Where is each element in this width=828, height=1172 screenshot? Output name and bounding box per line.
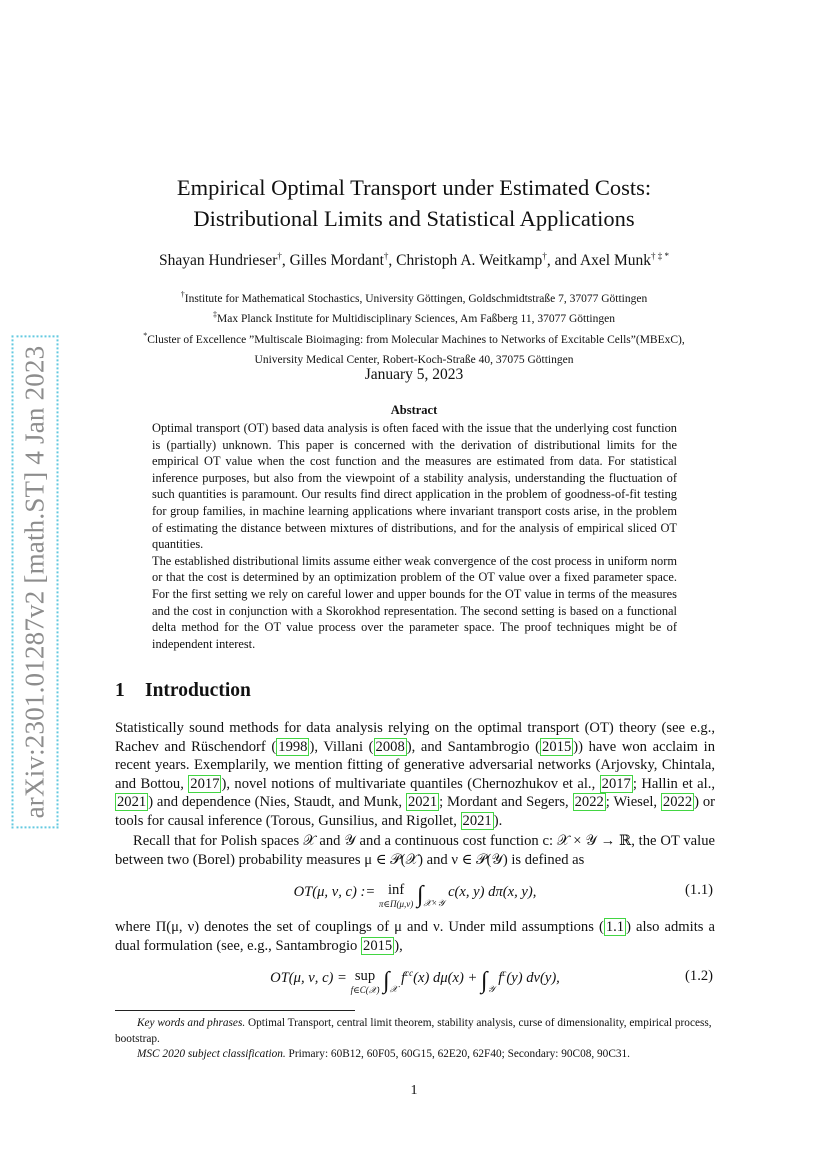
section-heading xyxy=(115,680,251,702)
citation-link[interactable]: 2022 xyxy=(574,794,604,811)
paper-date: January 5, 2023 xyxy=(364,366,464,383)
author-name: Shayan Hundrieser xyxy=(159,252,278,270)
affiliation-line: ‡Max Planck Institute for Multidisciplinary Sciences, Am Faßberg 11, 37077 Göttingen xyxy=(213,310,615,326)
citation-link[interactable]: 2017 xyxy=(190,775,220,792)
abstract-heading: Abstract xyxy=(390,403,438,417)
citation-link[interactable]: 2021 xyxy=(462,812,492,829)
citation-link[interactable]: 1998 xyxy=(278,738,308,755)
eq-lhs: OT(μ, ν, c) := xyxy=(293,884,376,900)
citation-link[interactable]: 2017 xyxy=(601,775,631,792)
equation-ref-link[interactable]: 1.1 xyxy=(605,919,625,935)
abstract-body xyxy=(152,420,677,652)
intro-paragraph-2: Recall that for Polish spaces 𝒳 and 𝒴 and a continuous cost function c: 𝒳 × 𝒴 → ℝ, the OT value between two (Borel) probability measures μ ∈ 𝒫(𝒳) and ν ∈ 𝒫(𝒴) is defined as xyxy=(115,833,715,868)
author-name: , Christoph A. Weitkamp xyxy=(388,252,543,270)
affiliation-line: University Medical Center, Robert-Koch-Straße 40, 37075 Göttingen xyxy=(254,353,574,366)
abstract-paragraph: The established distributional limits assume either weak convergence of the cost process in uniform norm or that the cost is determined by an optimization problem of the OT value over a fixed parameter space. For the first setting we rely on careful lower and upper bounds for the OT value in terms of the measures and the cost in conjunction with a Skorokhod representation. The second setting is based on a functional delta method for the OT value process over the parameter space. The proof techniques might be of independent interest. xyxy=(152,553,677,651)
intro-paragraph-3: where Π(μ, ν) denotes the set of couplings of μ and ν. Under mild assumptions ( 1.1 ) also admits a dual formulation (see, e.g., Santambrogio 2015 ), xyxy=(115,919,715,954)
citation-link[interactable]: 2015 xyxy=(542,738,572,755)
section-number: 1 xyxy=(115,680,125,701)
footnote-msc: MSC 2020 subject classification. Primary: 60B12, 60F05, 60G15, 62E20, 62F40; Secondary: 90C08, 90C31. xyxy=(137,1048,630,1060)
citation-link[interactable]: 2022 xyxy=(662,794,693,811)
equation-number: (1.2) xyxy=(685,968,713,984)
eq-rhs: c(x, y) dπ(x, y), xyxy=(448,884,537,900)
eq-lhs: OT(μ, ν, c) = xyxy=(270,970,347,986)
affiliation-line: *Cluster of Excellence ”Multiscale Bioimaging: from Molecular Machines to Networks of Excitable Cells”(MBExC), xyxy=(143,330,685,346)
author-mark: † xyxy=(542,251,547,261)
affiliation-line: †Institute for Mathematical Stochastics, University Göttingen, Goldschmidtstraße 7, 37077 Göttingen xyxy=(180,290,648,305)
arxiv-id[interactable]: arXiv:2301.01287v2 [math.ST] 4 Jan 2023 xyxy=(12,336,59,829)
author-list xyxy=(0,251,828,270)
author-name: , Gilles Mordant xyxy=(281,252,384,270)
page-number: 1 xyxy=(410,1083,418,1098)
author-mark: † xyxy=(383,251,389,261)
author-mark: † ‡ * xyxy=(651,251,669,261)
section-title: Introduction xyxy=(145,680,251,701)
integral-sign: ∫ xyxy=(383,968,390,994)
equation-1-1: OT(μ, ν, c) := inf π∈Π(μ,ν) $\int_{𝒳\times 𝒴}$ c(x, y) dπ(x, y), (1.1) xyxy=(293,882,713,909)
integral-sign: ∫ xyxy=(481,968,488,994)
integral-sign: ∫ xyxy=(416,882,424,908)
abstract-paragraph: Optimal transport (OT) based data analysis is often faced with the issue that the underlying cost function is (partially) unknown. This paper is concerned with the derivation of distributional limits for the empirical OT value when the cost function and the measures are estimated from data. For statistical inference purposes, but also from the viewpoint of a stability analysis, understanding the fluctuation of such quantities is paramount. Our results find direct application in the problem of goodness-of-fit testing for group families, in machine learning applications where invariant transport costs arise, in the problem of estimating the distance between mixtures of distributions, and for the analysis of empirical sliced OT quantities. xyxy=(152,421,677,552)
footnotes xyxy=(115,1016,715,1063)
title-line-1: Empirical Optimal Transport under Estimated Costs: xyxy=(176,175,652,200)
citation-link[interactable]: 2021 xyxy=(117,794,147,811)
paper-title xyxy=(0,172,828,234)
equation-1-2: OT(μ, ν, c) = sup f∈C(𝒳) $\int_𝒳$ $f^{cc}(x) d\mu(x) + \int_𝒴$ $f^c(y)$ dν(y), (1.2) xyxy=(270,968,713,995)
citation-link[interactable]: 2015 xyxy=(363,937,393,954)
title-line-2: Distributional Limits and Statistical Applications xyxy=(193,206,635,231)
affiliations xyxy=(0,287,828,368)
equation-number: (1.1) xyxy=(685,882,713,898)
footnote-rule xyxy=(115,1010,355,1011)
citation-link[interactable]: 2008 xyxy=(375,738,405,755)
eq-operator: inf π∈Π(μ,ν) xyxy=(378,882,414,909)
citation-link[interactable]: 2021 xyxy=(407,794,438,811)
intro-paragraph-1: Statistically sound methods for data analysis relying on the optimal transport (OT) theory (see e.g., Rachev and Rüschendorf ( 1998 ), Villani ( 2008 ), and Santambrogio ( 2015 )) have won acclaim in recent years. Exemplarily, we mention fitting of generative adversarial networks (Arjovsky, Chintala, and Bottou, 2017 ), novel notions of multivariate quantiles (Chernozhukov et al., 2017 ; Hallin et al., 2021 ) and dependence (Nies, Staudt, and Munk, 2021 ; Mordant and Segers, 2022 ; Wiesel, 2022 ) or tools for causal inference (Torous, Gunsilius, and Rigollet, 2021 ). xyxy=(115,720,716,829)
author-name: , and Axel Munk xyxy=(546,252,651,270)
eq-operator: sup f∈C(𝒳) xyxy=(350,968,380,995)
footnote-keywords: Key words and phrases. Optimal Transport, central limit theorem, stability analysis, curse of dimensionality, empirical process, bootstrap. xyxy=(115,1017,712,1045)
author-mark: † xyxy=(277,251,282,261)
